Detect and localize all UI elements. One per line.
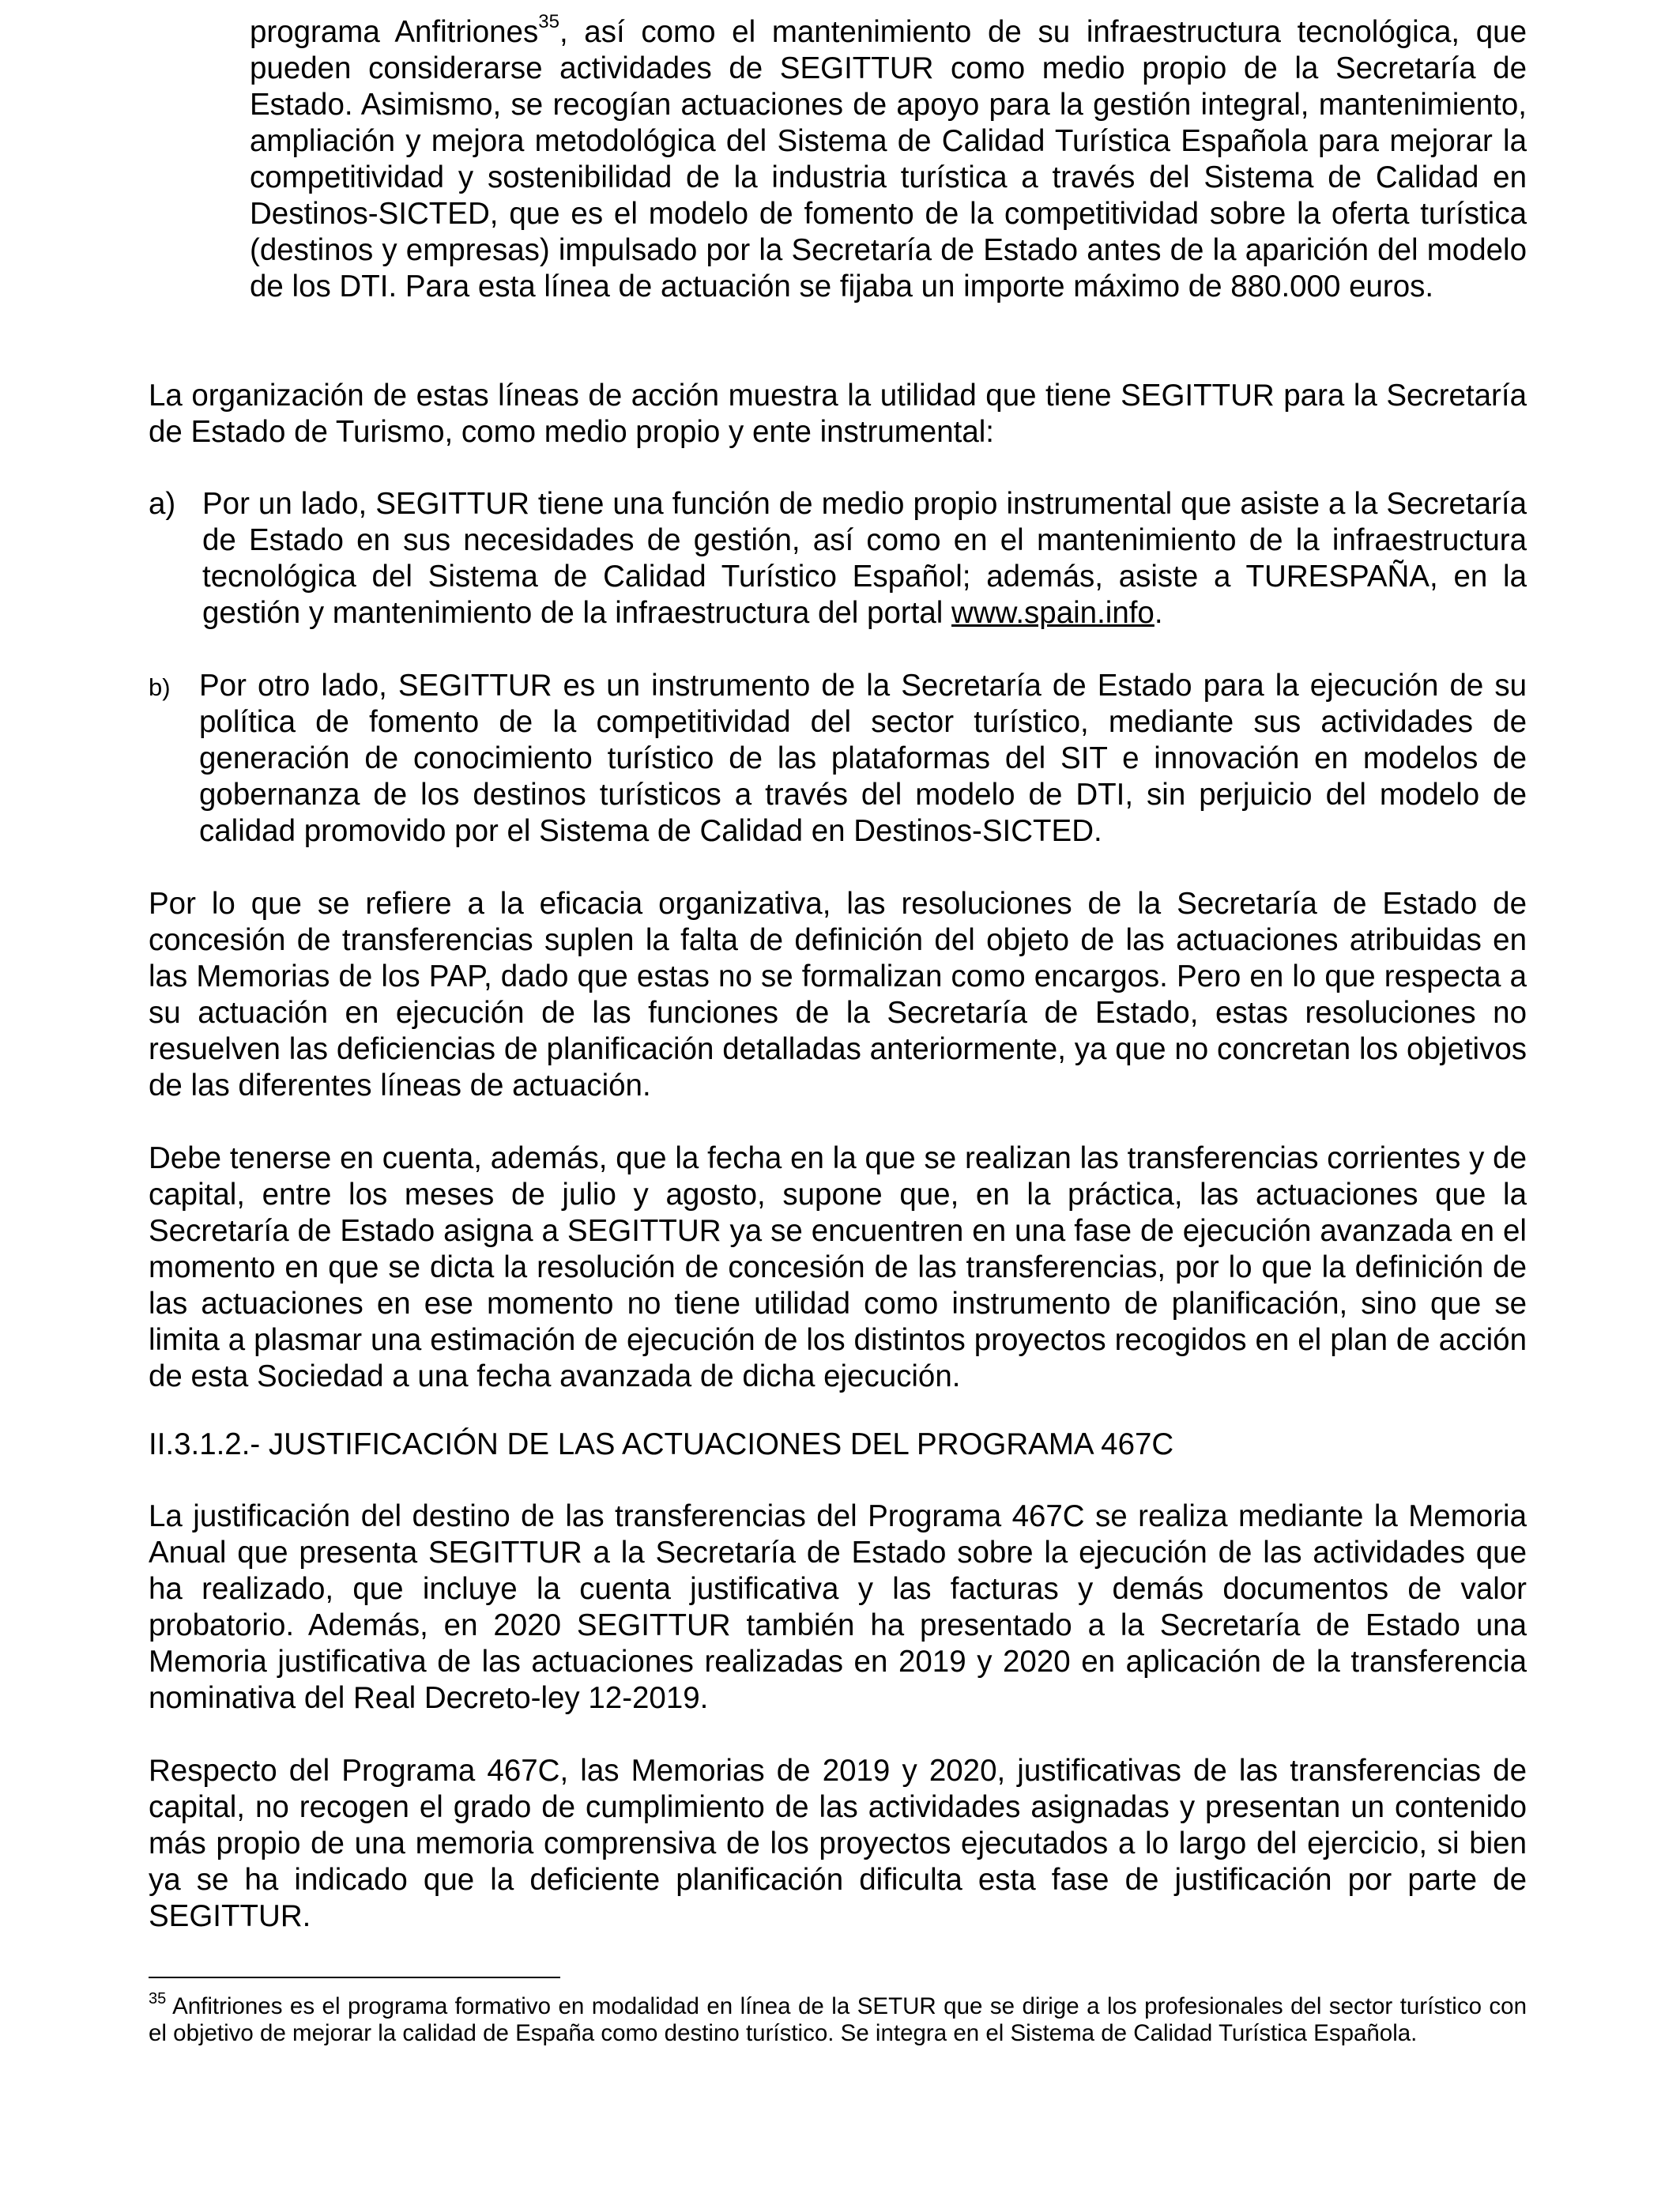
- list-item-a-text: [202, 486, 1527, 631]
- paragraph-eficacia: Por lo que se refiere a la eficacia organizativa, las resoluciones de la Secretaría de Estado de concesión de transferencias suplen la falta de definición del objeto de las actuaciones atribuidas en las Memorias de los PAP, dado que estas no se formalizan como encargos. Pero en lo que respecta a su actuación en ejecución de las funciones de la Secretaría de Estado, estas resoluciones no resuelven las deficiencias de planificación detalladas anteriormente, ya que no concretan los objetivos de las diferentes líneas de actuación.: [149, 887, 1527, 1103]
- list-marker-b: b): [149, 673, 171, 701]
- footnote-reference[interactable]: 35: [538, 11, 559, 33]
- footnote-number: 35: [149, 1990, 167, 2008]
- spain-info-link[interactable]: www.spain.info: [951, 596, 1155, 630]
- list-marker-a: a): [149, 487, 176, 521]
- list-item-b-text: Por otro lado, SEGITTUR es un instrumento de la Secretaría de Estado para la ejecución de su política de fomento de la competitividad del sector turístico, mediante sus actividades de generación de conocimiento turístico de las plataformas del SIT e innovación en modelos de gobernanza de los destinos turísticos a través del modelo de DTI, sin perjuicio del modelo de calidad promovido por el Sistema de Calidad en Destinos-SICTED.: [199, 669, 1527, 848]
- intro-lead: programa Anfitriones: [250, 15, 539, 49]
- paragraph-organizacion: La organización de estas líneas de acción muestra la utilidad que tiene SEGITTUR para la Secretaría de Estado de Turismo, como medio propio y ente instrumental:: [149, 379, 1527, 449]
- paragraph-fecha: Debe tenerse en cuenta, además, que la fecha en la que se realizan las transferencias corrientes y de capital, entre los meses de julio y agosto, supone que, en la práctica, las actuaciones que la Secretaría de Estado asigna a SEGITTUR ya se encuentren en una fase de ejecución avanzada en el momento en que se dicta la resolución de concesión de las transferencias, por lo que la definición de las actuaciones en ese momento no tiene utilidad como instrumento de planificación, sino que se limita a plasmar una estimación de ejecución de los distintos proyectos recogidos en el plan de acción de esta Sociedad a una fecha avanzada de dicha ejecución.: [149, 1141, 1527, 1393]
- list-item-a: [149, 486, 1527, 631]
- paragraph-respecto: Respecto del Programa 467C, las Memorias de 2019 y 2020, justificativas de las transferencias de capital, no recogen el grado de cumplimiento de las actividades asignadas y presentan un contenido más propio de una memoria comprensiva de los proyectos ejecutados a lo largo del ejercicio, si bien ya se ha indicado que la deficiente planificación dificulta esta fase de justificación por parte de SEGITTUR.: [149, 1754, 1527, 1933]
- section-heading: II.3.1.2.- JUSTIFICACIÓN DE LAS ACTUACIONES DEL PROGRAMA 467C: [149, 1427, 1174, 1461]
- intro-paragraph: [250, 11, 1527, 305]
- paragraph-justificacion: La justificación del destino de las transferencias del Programa 467C se realiza mediante la Memoria Anual que presenta SEGITTUR a la Secretaría de Estado sobre la ejecución de las actividades que ha realizado, que incluye la cuenta justificativa y las facturas y demás documentos de valor probatorio. Además, en 2020 SEGITTUR también ha presentado a la Secretaría de Estado una Memoria justificativa de las actuaciones realizadas en 2019 y 2020 en aplicación de la transferencia nominativa del Real Decreto-ley 12-2019.: [149, 1499, 1527, 1715]
- intro-text: , así como el mantenimiento de su infraestructura tecnológica, que pueden considerarse actividades de SEGITTUR como medio propio de la Secretaría de Estado. Asimismo, se recogían actuaciones de apoyo para la gestión integral, mantenimiento, ampliación y mejora metodológica del Sistema de Calidad Turística Española para mejorar la competitividad y sostenibilidad de la industria turística a través del Sistema de Calidad en Destinos-SICTED, que es el modelo de fomento de la competitividad sobre la oferta turística (destinos y empresas) impulsado por la Secretaría de Estado antes de la aparición del modelo de los DTI. Para esta línea de actuación se fijaba un importe máximo de 880.000 euros.: [250, 15, 1527, 303]
- list-item-a-tail: .: [1154, 596, 1163, 630]
- footnote-separator: [149, 1977, 560, 1978]
- list-item-a-body: Por un lado, SEGITTUR tiene una función de medio propio instrumental que asiste a la Secretaría de Estado en sus necesidades de gestión, así como en el mantenimiento de la infraestructura tecnológica del Sistema de Calidad Turístico Español; además, asiste a TURESPAÑA, en la gestión y mantenimiento de la infraestructura del portal: [202, 487, 1527, 630]
- list-item-b: [149, 668, 1527, 850]
- footnote: [149, 1990, 1527, 2047]
- footnote-text: Anfitriones es el programa formativo en modalidad en línea de la SETUR que se dirige a los profesionales del sector turístico con el objetivo de mejorar la calidad de España como destino turístico. Se integra en el Sistema de Calidad Turística Española.: [149, 1993, 1527, 2046]
